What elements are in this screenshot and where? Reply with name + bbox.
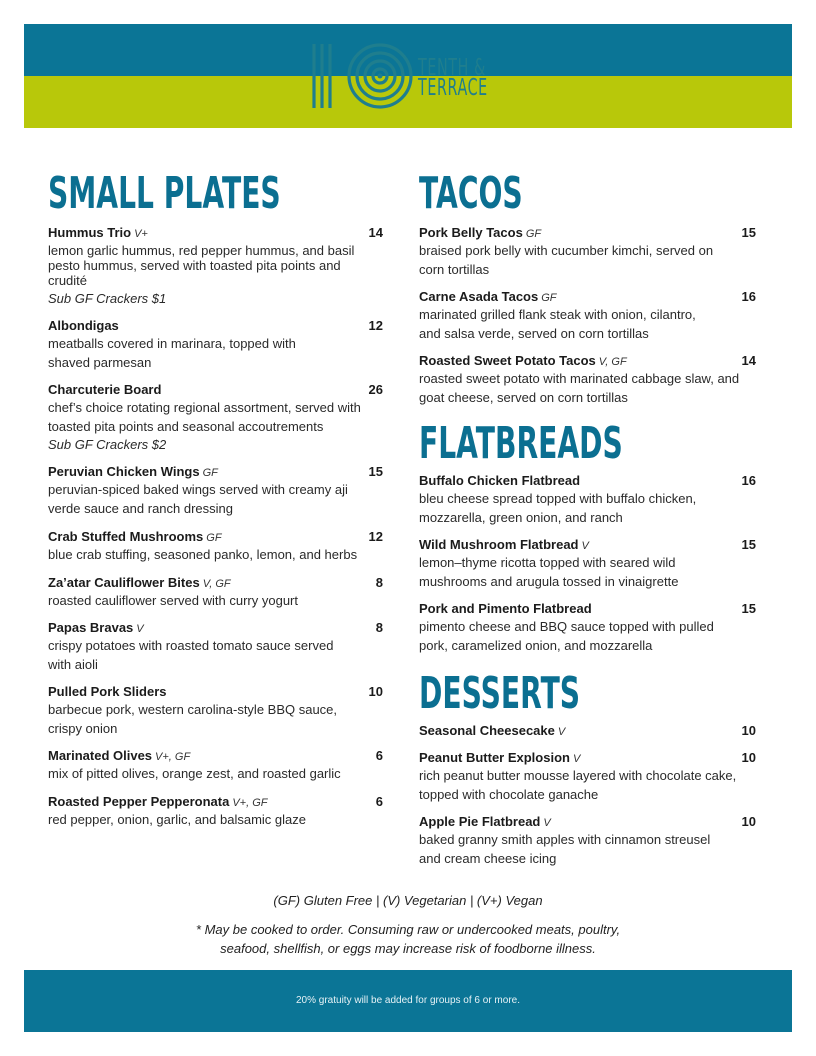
menu-item <box>48 573 383 611</box>
item-diet-tag: V, GF <box>598 356 627 368</box>
menu-item <box>48 462 383 518</box>
item-price: 12 <box>368 529 383 544</box>
item-price: 16 <box>741 289 756 304</box>
item-name: Charcuterie Board <box>48 382 162 397</box>
item-note: Sub GF Crackers $1 <box>48 291 167 306</box>
item-diet-tag: GF <box>525 228 542 240</box>
item-price: 15 <box>741 601 756 616</box>
item-description: peruvian-spiced baked wings served with creamy aji verde sauce and ranch dressing <box>48 482 348 516</box>
menu-item <box>48 380 383 455</box>
logo-line-1: TENTH & <box>418 55 486 81</box>
item-description: mix of pitted olives, orange zest, and roasted garlic <box>48 766 341 781</box>
gratuity-note: 20% gratuity will be added for groups of 6 or more. <box>295 995 520 1006</box>
item-price: 16 <box>741 473 756 488</box>
menu-item <box>48 527 383 565</box>
item-diet-tag: V+, GF <box>155 751 191 763</box>
item-diet-tag: V, GF <box>202 578 231 590</box>
item-price: 14 <box>741 353 756 368</box>
restaurant-logo <box>310 40 510 112</box>
item-name: Peruvian Chicken Wings <box>48 464 200 479</box>
menu-item <box>419 287 756 343</box>
footer-band <box>24 970 792 1032</box>
item-name: Buffalo Chicken Flatbread <box>419 473 581 488</box>
item-name: Albondigas <box>48 318 119 333</box>
item-price: 6 <box>375 748 383 763</box>
item-diet-tag: V <box>572 753 581 765</box>
menu-item <box>48 316 383 372</box>
item-price: 10 <box>368 684 383 699</box>
item-price: 10 <box>741 814 756 829</box>
dietary-legend: (GF) Gluten Free | (V) Vegetarian | (V+) Vegan <box>273 893 543 908</box>
item-name: Carne Asada Tacos <box>419 289 539 304</box>
item-description: pimento cheese and BBQ sauce topped with pulled pork, caramelized onion, and mozzarella <box>419 619 714 653</box>
item-name: Peanut Butter Explosion <box>419 750 570 765</box>
item-name: Roasted Pepper Pepperonata <box>48 794 230 809</box>
item-description: crispy potatoes with roasted tomato sauce served with aioli <box>48 638 334 672</box>
item-description: marinated grilled flank steak with onion, cilantro, and salsa verde, served on corn tortillas <box>419 307 696 341</box>
item-description: chef’s choice rotating regional assortment, served with toasted pita points and seasonal accoutrements <box>48 400 361 434</box>
warning-line-2: seafood, shellfish, or eggs may increase risk of foodborne illness. <box>220 941 596 956</box>
menu-item <box>419 721 756 740</box>
item-description: roasted cauliflower served with curry yogurt <box>48 593 298 608</box>
menu-item <box>48 792 383 830</box>
menu-item <box>419 223 756 279</box>
item-name: Pulled Pork Sliders <box>48 684 167 699</box>
item-description: roasted sweet potato with marinated cabbage slaw, and goat cheese, served on corn tortillas <box>419 371 740 405</box>
item-price: 12 <box>368 318 383 333</box>
item-diet-tag: V <box>543 817 551 829</box>
logo-wordmark <box>418 55 488 101</box>
item-diet-tag: GF <box>206 532 222 544</box>
item-name: Seasonal Cheesecake <box>419 723 555 738</box>
item-name: Crab Stuffed Mushrooms <box>48 529 204 544</box>
menu-item <box>419 748 756 804</box>
item-description: lemon garlic hummus, red pepper hummus, and basil pesto hummus, served with toasted pita points and crudité <box>48 243 355 288</box>
item-description: barbecue pork, western carolina-style BBQ sauce, crispy onion <box>48 702 338 736</box>
item-price: 6 <box>375 794 383 809</box>
item-price: 15 <box>368 464 383 479</box>
item-description: rich peanut butter mousse layered with chocolate cake, topped with chocolate ganache <box>419 768 737 802</box>
warning-line-1: * May be cooked to order. Consuming raw or undercooked meats, poultry, <box>195 922 621 937</box>
menu-item <box>419 599 756 655</box>
item-price: 26 <box>368 382 383 397</box>
item-diet-tag: V <box>136 623 144 635</box>
item-name: Papas Bravas <box>48 620 134 635</box>
item-diet-tag: V+, GF <box>232 797 268 809</box>
menu-item <box>419 535 756 591</box>
section-title-flatbreads: FLATBREADS <box>419 418 623 469</box>
item-name: Apple Pie Flatbread <box>419 814 541 829</box>
item-diet-tag: V+ <box>134 228 148 240</box>
item-diet-tag: GF <box>202 467 218 479</box>
section-title-tacos: TACOS <box>419 168 523 219</box>
item-price: 8 <box>375 575 383 590</box>
item-note: Sub GF Crackers $2 <box>48 437 167 452</box>
item-name: Marinated Olives <box>48 748 153 763</box>
item-name: Pork and Pimento Flatbread <box>419 601 592 616</box>
item-name: Wild Mushroom Flatbread <box>419 537 579 552</box>
menu-item <box>48 618 383 674</box>
concentric-circles-logo-icon <box>310 40 420 112</box>
item-name: Za’atar Cauliflower Bites <box>48 575 200 590</box>
item-price: 8 <box>375 620 383 635</box>
section-title-small-plates: SMALL PLATES <box>48 168 281 219</box>
item-name: Roasted Sweet Potato Tacos <box>419 353 596 368</box>
item-diet-tag: GF <box>541 292 557 304</box>
item-name: Pork Belly Tacos <box>419 225 523 240</box>
menu-item <box>419 471 756 527</box>
section-title-desserts: DESSERTS <box>419 668 581 719</box>
food-safety-warning <box>0 920 816 958</box>
menu-item <box>419 812 756 868</box>
item-description: bleu cheese spread topped with buffalo chicken, mozzarella, green onion, and ranch <box>419 491 697 525</box>
menu-item <box>419 351 756 407</box>
item-price: 15 <box>741 537 756 552</box>
menu-item <box>48 223 383 309</box>
item-price: 10 <box>741 750 756 765</box>
item-description: baked granny smith apples with cinnamon streusel and cream cheese icing <box>419 832 711 866</box>
item-price: 10 <box>741 723 756 738</box>
item-diet-tag: V <box>557 726 566 738</box>
item-description: braised pork belly with cucumber kimchi, served on corn tortillas <box>419 243 714 277</box>
item-price: 15 <box>741 225 756 240</box>
item-description: red pepper, onion, garlic, and balsamic glaze <box>48 812 306 827</box>
item-description: meatballs covered in marinara, topped with shaved parmesan <box>48 336 296 370</box>
item-name: Hummus Trio <box>48 225 132 240</box>
menu-item <box>48 682 383 738</box>
item-description: lemon–thyme ricotta topped with seared wild mushrooms and arugula tossed in vinaigrette <box>419 555 679 589</box>
item-diet-tag: V <box>581 540 589 552</box>
item-description: blue crab stuffing, seasoned panko, lemon, and herbs <box>48 547 358 562</box>
logo-line-2: TERRACE <box>418 75 488 101</box>
header-band <box>24 24 792 128</box>
item-price: 14 <box>368 225 383 240</box>
menu-item <box>48 746 383 784</box>
